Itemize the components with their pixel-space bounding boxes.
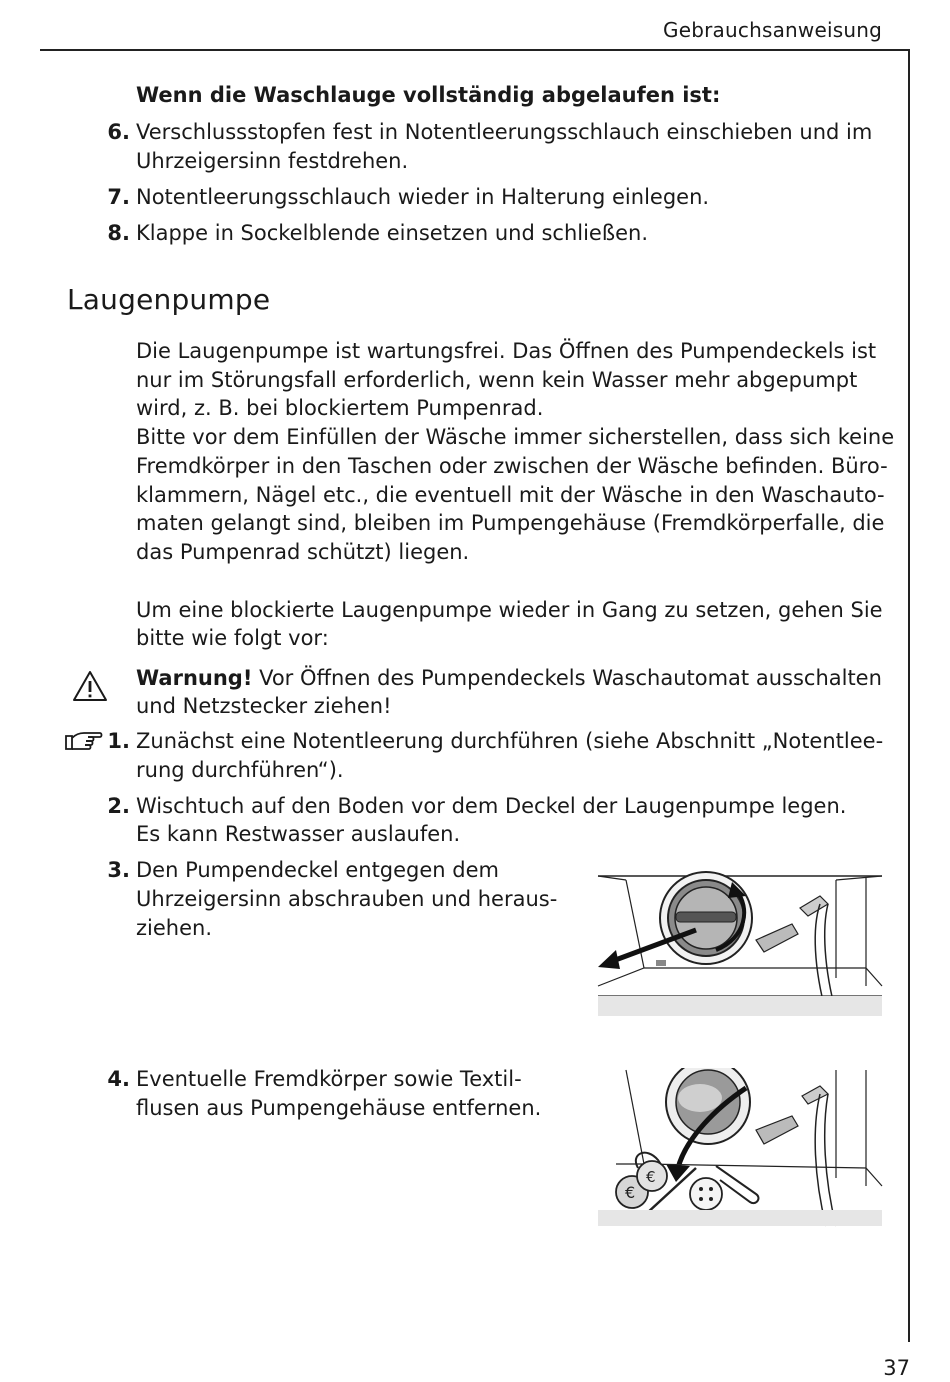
- warning-text-rest: Vor Öffnen des Pumpendeckels Waschautomat ausschalten: [252, 666, 882, 690]
- margin-rule: [908, 49, 910, 1342]
- step-text: Zunächst eine Notentleerung durchführen (siehe Abschnitt „Notentlee-: [136, 729, 884, 753]
- step-text: rung durchführen“).: [136, 758, 344, 782]
- pump-cover-unscrew-illustration: [596, 868, 884, 1022]
- svg-text:€: €: [646, 1168, 656, 1186]
- paragraph-line: bitte wie folgt vor:: [136, 626, 329, 650]
- paragraph-line: maten gelangt sind, bleiben im Pumpengehäuse (Fremdkörperfalle, die: [136, 511, 885, 535]
- step-number: 8.: [107, 221, 130, 245]
- step-number: 7.: [107, 185, 130, 209]
- step-number: 6.: [107, 120, 130, 144]
- paragraph-line: nur im Störungsfall erforderlich, wenn kein Wasser mehr abgepumpt: [136, 368, 858, 392]
- step-number: 3.: [107, 858, 130, 882]
- step-number: 2.: [107, 794, 130, 818]
- running-head: Gebrauchsanweisung: [663, 18, 882, 42]
- step-text: Eventuelle Fremdkörper sowie Textil-: [136, 1067, 522, 1091]
- step-text: Uhrzeigersinn festdrehen.: [136, 149, 409, 173]
- step-text: Verschlussstopfen fest in Notentleerungsschlauch einschieben und im: [136, 120, 873, 144]
- svg-text:€: €: [625, 1183, 636, 1202]
- step-text: Wischtuch auf den Boden vor dem Deckel der Laugenpumpe legen.: [136, 794, 847, 818]
- warning-text: [136, 664, 882, 693]
- step-text: Klappe in Sockelblende einsetzen und schließen.: [136, 221, 648, 245]
- step-text: Den Pumpendeckel entgegen dem: [136, 858, 499, 882]
- page-number: 37: [883, 1356, 910, 1380]
- step-text: flusen aus Pumpengehäuse entfernen.: [136, 1096, 542, 1120]
- warning-label: Warnung!: [136, 666, 253, 690]
- step-text: ziehen.: [136, 916, 212, 940]
- step-number: 4.: [107, 1067, 130, 1091]
- step-text: Es kann Restwasser auslaufen.: [136, 822, 461, 846]
- paragraph-line: Fremdkörper in den Taschen oder zwischen der Wäsche befinden. Büro-: [136, 454, 888, 478]
- paragraph-line: Um eine blockierte Laugenpumpe wieder in Gang zu setzen, gehen Sie: [136, 598, 883, 622]
- step-text: Notentleerungsschlauch wieder in Halterung einlegen.: [136, 185, 710, 209]
- step-text: Uhrzeigersinn abschrauben und heraus-: [136, 887, 558, 911]
- foreign-bodies-removal-illustration: [596, 1068, 884, 1232]
- header-rule: [40, 49, 910, 51]
- paragraph-line: wird, z. B. bei blockiertem Pumpenrad.: [136, 396, 544, 420]
- intro-lead: Wenn die Waschlauge vollständig abgelaufen ist:: [136, 83, 721, 107]
- paragraph-line: klammern, Nägel etc., die eventuell mit der Wäsche in den Waschauto-: [136, 483, 885, 507]
- paragraph-line: Die Laugenpumpe ist wartungsfrei. Das Öffnen des Pumpendeckels ist: [136, 339, 877, 363]
- paragraph-line: Bitte vor dem Einfüllen der Wäsche immer sicherstellen, dass sich keine: [136, 425, 895, 449]
- section-title: Laugenpumpe: [67, 283, 271, 316]
- paragraph-line: das Pumpenrad schützt) liegen.: [136, 540, 470, 564]
- warning-text: und Netzstecker ziehen!: [136, 694, 392, 718]
- step-number: 1.: [107, 729, 130, 753]
- warning-triangle-icon: [72, 670, 108, 706]
